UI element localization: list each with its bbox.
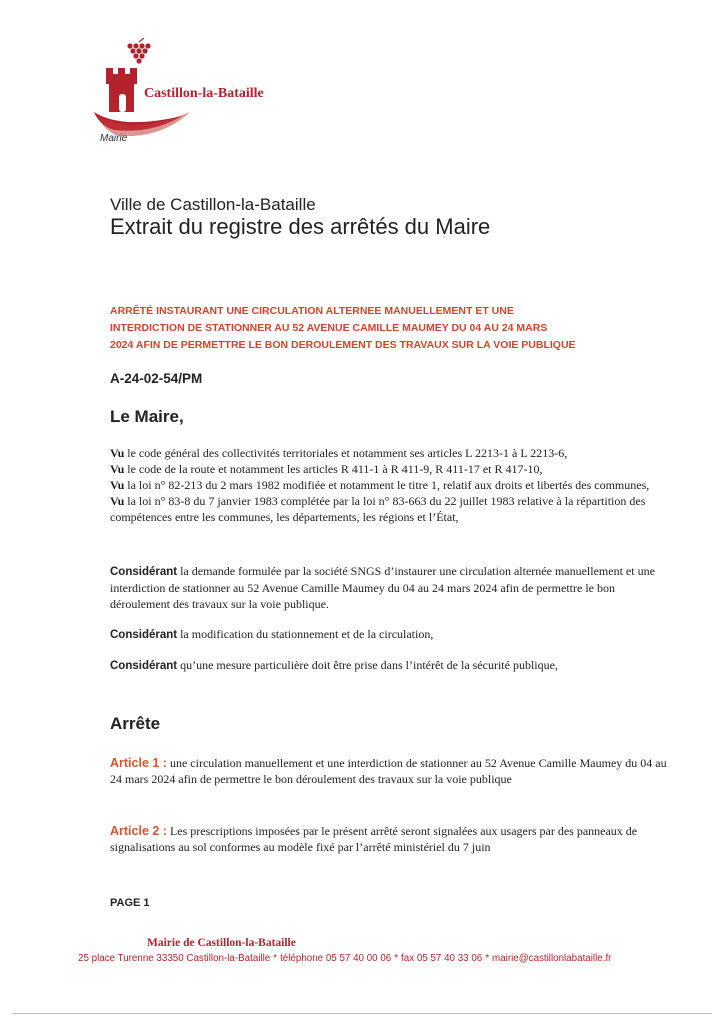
article-label: Article 2 : bbox=[110, 824, 167, 838]
considerant-keyword: Considérant bbox=[110, 629, 178, 641]
vu-keyword: Vu bbox=[110, 494, 125, 508]
arrete-subject bbox=[110, 303, 670, 354]
article-text: Les prescriptions imposées par le présent arrêté seront signalées aux usagers par des panneaux de signalisations au sol conformes au modèle fixé par l’arrêté ministériel du 7 juin bbox=[110, 824, 638, 854]
vu-item bbox=[110, 477, 670, 493]
article-2 bbox=[110, 823, 670, 855]
bottom-divider bbox=[12, 1013, 712, 1014]
footer-phone: téléphone 05 57 40 00 06 bbox=[280, 953, 392, 964]
vu-list bbox=[110, 445, 670, 525]
vu-text: le code de la route et notamment les articles R 411-1 à R 411-9, R 411-17 et R 417-10, bbox=[127, 462, 543, 476]
footer-email: mairie@castillonlabataille.fr bbox=[492, 953, 612, 964]
vu-text: la loi n° 83-8 du 7 janvier 1983 complétée par la loi n° 83-663 du 22 juillet 1983 relative à la répartition des compétences entre les communes, les départements, les régions et l’État, bbox=[110, 494, 646, 524]
article-label: Article 1 : bbox=[110, 756, 167, 770]
vu-item bbox=[110, 445, 670, 461]
considerant-paragraph bbox=[110, 657, 670, 674]
city-line: Ville de Castillon-la-Bataille bbox=[110, 195, 316, 214]
footer-name: Mairie de Castillon-la-Bataille bbox=[147, 937, 296, 949]
considerant-text: qu’une mesure particulière doit être prise dans l’intérêt de la sécurité publique, bbox=[180, 658, 558, 672]
footer-separator: * bbox=[485, 953, 490, 964]
considerant-paragraph bbox=[110, 626, 670, 643]
page-number: PAGE 1 bbox=[110, 897, 150, 909]
considerant-keyword: Considérant bbox=[110, 660, 178, 672]
document-title: Extrait du registre des arrêtés du Maire bbox=[110, 214, 491, 239]
footer-address: 25 place Turenne 33350 Castillon-la-Bataille bbox=[78, 953, 271, 964]
arrete-reference: A-24-02-54/PM bbox=[110, 371, 203, 386]
footer-separator: * bbox=[394, 953, 399, 964]
considerant-paragraph bbox=[110, 563, 670, 612]
article-1 bbox=[110, 755, 670, 787]
footer-fax: fax 05 57 40 33 06 bbox=[401, 953, 483, 964]
vu-keyword: Vu bbox=[110, 446, 125, 460]
logo-subtitle: Mairie bbox=[100, 133, 128, 144]
vu-item bbox=[110, 461, 670, 477]
article-text: une circulation manuellement et une interdiction de stationner au 52 Avenue Camille Maumey du 04 au 24 mars 2024 afin de permettre le bon déroulement des travaux sur la voie publique bbox=[110, 756, 667, 786]
considerant-keyword: Considérant bbox=[110, 566, 178, 578]
subject-line: 2024 AFIN DE PERMETTRE LE BON DEROULEMENT DES TRAVAUX SUR LA VOIE PUBLIQUE bbox=[110, 339, 576, 351]
vu-item bbox=[110, 493, 670, 525]
considerant-text: la modification du stationnement et de la circulation, bbox=[180, 627, 434, 641]
footer-contact bbox=[78, 953, 688, 964]
considerant-text: la demande formulée par la société SNGS d’instaurer une circulation alternée manuellement et une interdiction de stationner au 52 Avenue Camille Maumey du 04 au 24 mars 2024 afin de permettre le bon déroulement des travaux sur la voie publique. bbox=[110, 564, 655, 611]
arrete-heading: Arrête bbox=[110, 714, 161, 733]
subject-line: INTERDICTION DE STATIONNER AU 52 AVENUE CAMILLE MAUMEY DU 04 AU 24 MARS bbox=[110, 322, 548, 334]
vu-text: la loi n° 82-213 du 2 mars 1982 modifiée et notamment le titre 1, relatif aux droits et libertés des communes, bbox=[127, 478, 650, 492]
subject-line: ARRÊTÉ INSTAURANT UNE CIRCULATION ALTERNEE MANUELLEMENT ET UNE bbox=[110, 305, 514, 317]
logo-wordmark: Castillon-la-Bataille bbox=[144, 86, 264, 101]
vu-keyword: Vu bbox=[110, 478, 125, 492]
vu-keyword: Vu bbox=[110, 462, 125, 476]
footer-separator: * bbox=[273, 953, 278, 964]
maire-heading: Le Maire, bbox=[110, 407, 184, 426]
vu-text: le code général des collectivités territoriales et notamment ses articles L 2213-1 à L 2213-6, bbox=[127, 446, 568, 460]
